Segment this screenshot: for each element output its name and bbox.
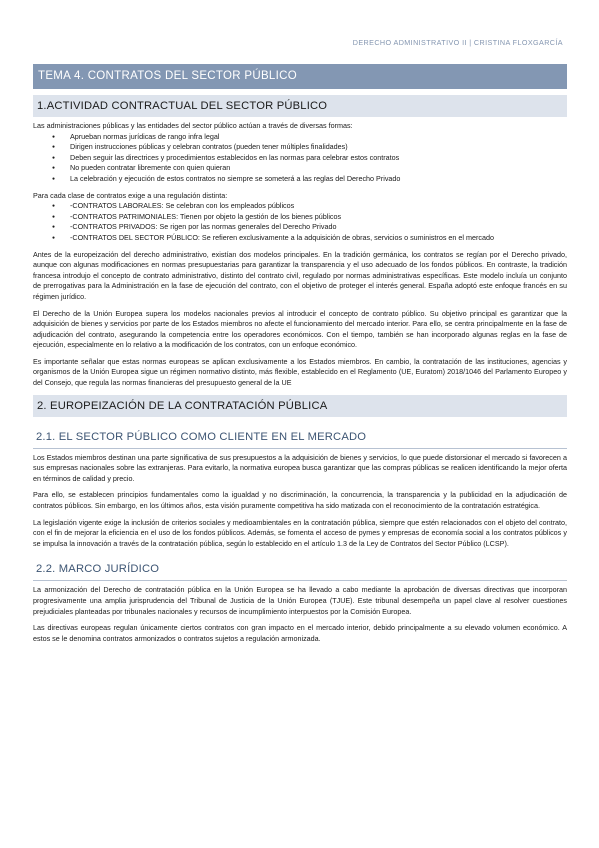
section-heading-1: 1.ACTIVIDAD CONTRACTUAL DEL SECTOR PÚBLICO [33,95,567,117]
running-header: DERECHO ADMINISTRATIVO II | CRISTINA FLOXGARCÍA [352,38,563,47]
section1-intro: Las administraciones públicas y las entidades del sector público actúan a través de diversas formas: [33,121,353,130]
paragraph: El Derecho de la Unión Europea supera los modelos nacionales previos al introducir el concepto de contrato público. Su objetivo principal es garantizar que la adquisición de bienes y servicios por parte de los Estados miembros no afecte el funcionamiento del mercado interior. Para ello, se centra principalmente en la fase de adjudicación del contrato, asegurando la competencia entre los operadores económicos. Con el tiempo, también se han incorporado algunas reglas en la fase de ejecución, especialmente en lo relativo a la modificación de los contratos, con un enfoque económico. [33,308,567,350]
section1-bullet-list [33,132,567,185]
subsection-heading-2-2: 2.2. MARCO JURÍDICO [33,559,567,581]
list-item: ● Deben seguir las directrices y procedimientos establecidos en las normas para celebrar estos contratos [33,153,567,164]
page-content [33,64,567,644]
list-item: ● -CONTRATOS PRIVADOS: Se rigen por las normas generales del Derecho Privado [33,222,567,233]
paragraph: Para ello, se establecen principios fundamentales como la igualdad y no discriminación, la concurrencia, la transparencia y la publicidad en la adjudicación de contratos públicos. Sin embargo, en los últimos años, esta visión puramente competitiva ha sido matizada con el reconocimiento de la contratación estratégica. [33,490,567,511]
paragraph: La legislación vigente exige la inclusión de criterios sociales y medioambientales en la contratación pública, siempre que estén relacionados con el objeto del contrato, con el fin de mejorar la eficiencia en el uso de los fondos públicos. Además, se fomenta el acceso de pymes y empresas de economía social a los contratos públicos y se impulsa la innovación a través de la contratación pública, según lo establecido en el artículo 1.3 de la Ley de Contratos del Sector Público (LCSP). [33,517,567,548]
paragraph: La armonización del Derecho de contratación pública en la Unión Europea se ha llevado a cabo mediante la aprobación de diversas directivas que incorporan progresivamente una amplia jurisprudencia del Tribunal de Justicia de la Unión Europea (TJUE). Este tribunal desempeña un papel clave al resolver cuestiones prejudiciales planteadas por tribunales nacionales y recursos de incumplimiento interpuestos por la Comisión Europea. [33,585,567,616]
contract-types-list [33,201,567,243]
list-item: ● -CONTRATOS DEL SECTOR PÚBLICO: Se refieren exclusivamente a la adquisición de obras, servicios o suministros en el mercado [33,233,567,244]
list-item: ● Aprueban normas jurídicas de rango infra legal [33,132,567,143]
list-item: ● La celebración y ejecución de estos contratos no siempre se someterá a las reglas del Derecho Privado [33,174,567,185]
list-item: ● Dirigen instrucciones públicas y celebran contratos (pueden tener múltiples finalidades) [33,142,567,153]
section1-intro-2: Para cada clase de contratos exige a una regulación distinta: [33,190,228,200]
list-item: ● No pueden contratar libremente con quien quieran [33,163,567,174]
chapter-title: TEMA 4. CONTRATOS DEL SECTOR PÚBLICO [33,64,567,89]
paragraph: Antes de la europeización del derecho administrativo, existían dos modelos principales. En la tradición germánica, los contratos se regían por el Derecho privado, aunque con algunas modificaciones en normas presupuestarias para garantizar la transparencia y el uso adecuado de los fondos públicos. En contraste, la tradición francesa introdujo el concepto de contrato administrativo, distinto del contrato civil, regulado por normas administrativas específicas. Este modelo incluía un conjunto de prerrogativas para la Administración en la fase de ejecución del contrato, con el objetivo de proteger el interés general. España adoptó este enfoque francés en su régimen jurídico. [33,249,567,301]
paragraph: Los Estados miembros destinan una parte significativa de sus presupuestos a la adquisición de bienes y servicios, lo que puede distorsionar el mercado si favorecen a sus empresas nacionales sobre las extranjeras. Para evitarlo, la normativa europea busca garantizar que las compras públicas se realicen identificando la mejor oferta en términos de calidad y precio. [33,452,567,483]
paragraph: Es importante señalar que estas normas europeas se aplican exclusivamente a los Estados miembros. En cambio, la contratación de las instituciones, agencias y organismos de la Unión Europea sigue un régimen normativo distinto, más flexible, establecido en el Reglamento (UE, Euratom) 2018/1046 del Parlamento Europeo y del Consejo, que regula las normas financieras del presupuesto general de la UE [33,356,567,388]
section-heading-2: 2. EUROPEIZACIÓN DE LA CONTRATACIÓN PÚBLICA [33,395,567,417]
subsection-heading-2-1: 2.1. EL SECTOR PÚBLICO COMO CLIENTE EN EL MERCADO [33,427,567,449]
paragraph: Las directivas europeas regulan únicamente ciertos contratos con gran impacto en el mercado interior, debido principalmente a su elevado volumen económico. A estos se le denomina contratos armonizados o contratos sujetos a regulación armonizada. [33,623,567,643]
list-item: ● -CONTRATOS LABORALES: Se celebran con los empleados públicos [33,201,567,212]
list-item: ● -CONTRATOS PATRIMONIALES: Tienen por objeto la gestión de los bienes públicos [33,212,567,223]
